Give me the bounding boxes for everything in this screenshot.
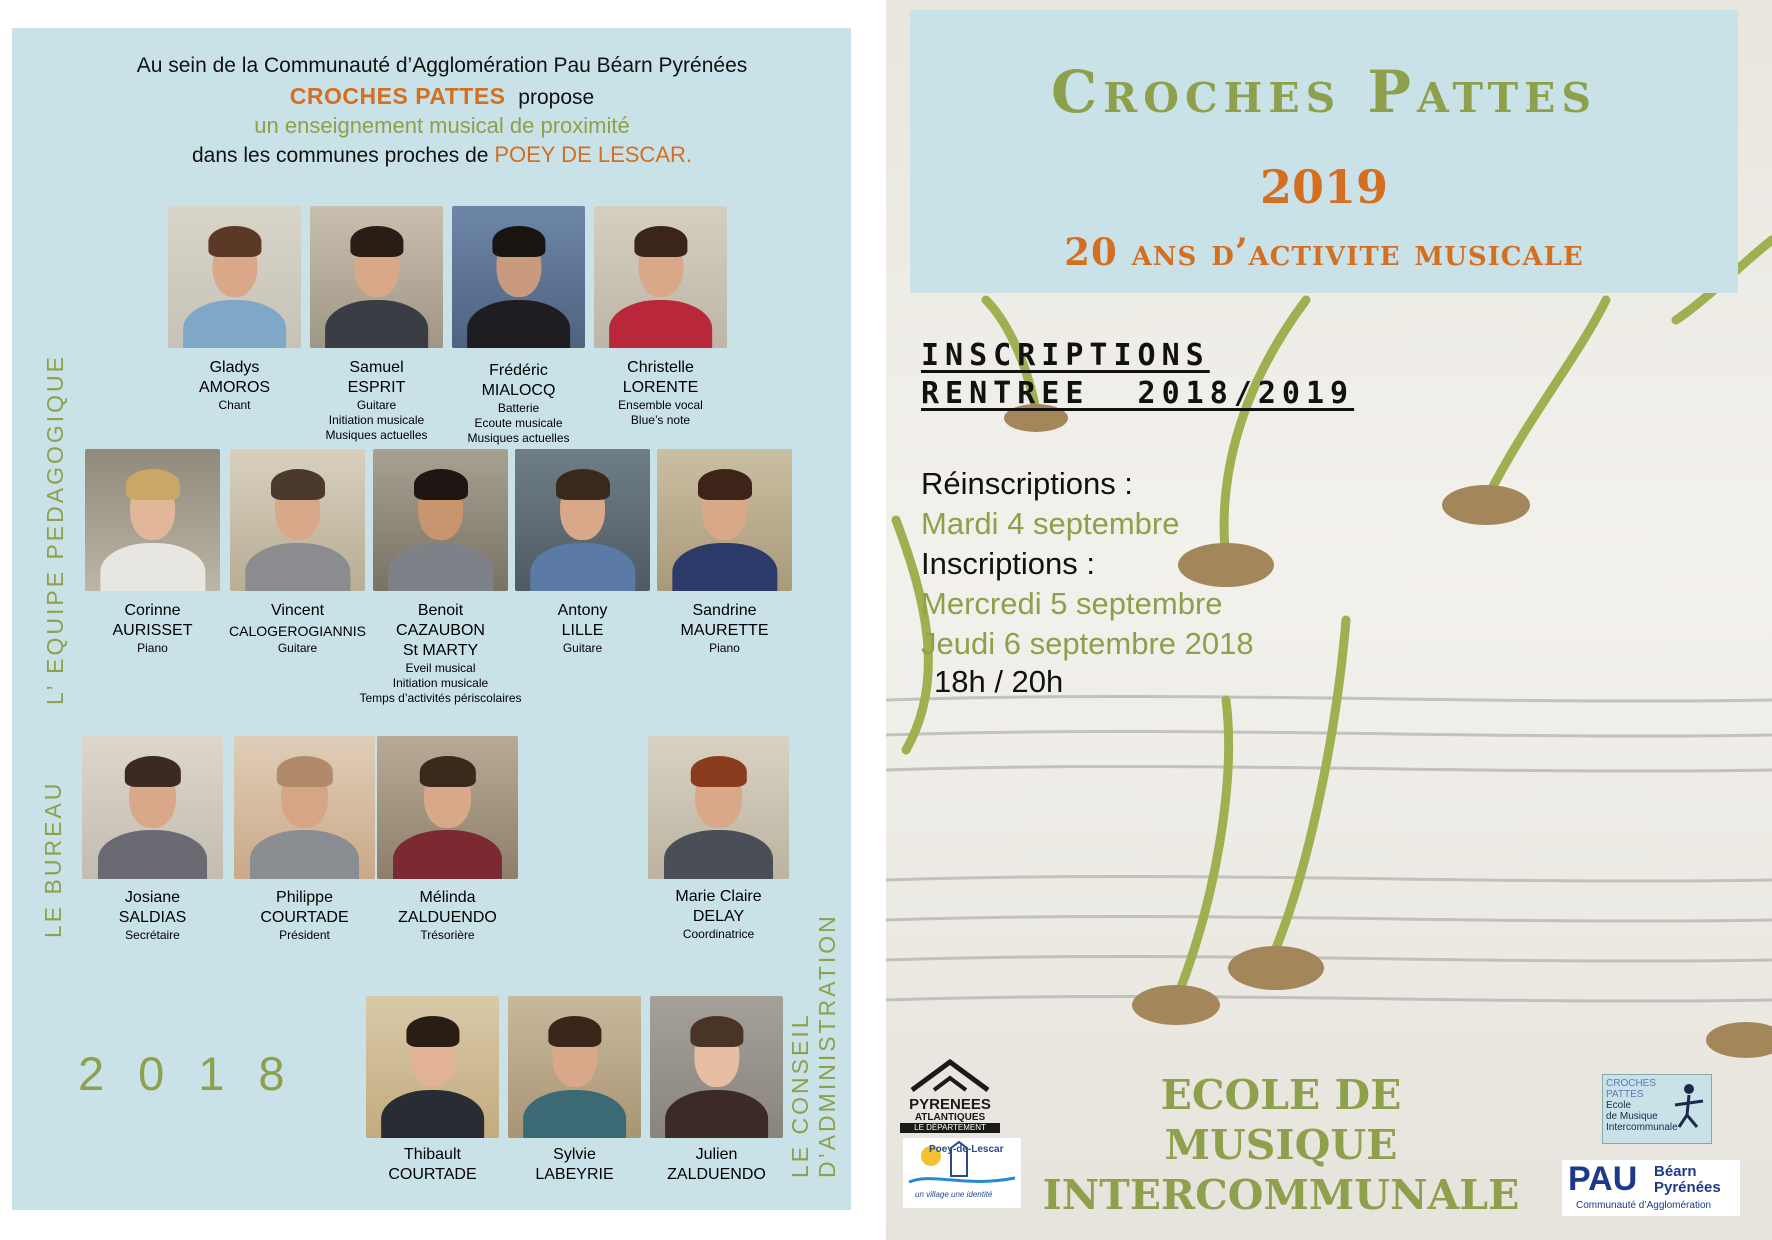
photo-thibault-courtade xyxy=(366,996,499,1138)
photo-gladys-amoros xyxy=(168,206,301,348)
person-christelle-lorente xyxy=(584,358,737,428)
title-croches-pattes: Croches Pattes xyxy=(1051,58,1597,126)
role: Président xyxy=(279,928,330,942)
school-line-2: INTERCOMMUNALE xyxy=(1042,1171,1520,1219)
photo-josiane-saldias xyxy=(82,736,223,879)
first-name: Julien xyxy=(695,1146,738,1163)
first-name: Thibault xyxy=(404,1146,461,1163)
person-gladys-amoros xyxy=(158,358,311,413)
role: Piano xyxy=(137,641,168,655)
guitarist-icon xyxy=(1667,1081,1707,1129)
pau-text: PAU xyxy=(1568,1160,1638,1198)
last-name: AMOROS xyxy=(198,379,271,396)
person-josiane-saldias xyxy=(72,888,233,943)
role: Temps d’activités périscolaires xyxy=(359,691,522,705)
sprout-stem xyxy=(1271,620,1346,960)
seed xyxy=(1178,543,1274,587)
person-melinda-zalduendo xyxy=(367,888,528,943)
inscriptions-label: Inscriptions : xyxy=(921,546,1096,581)
last-name: ESPRIT xyxy=(347,379,406,396)
intro-line-2 xyxy=(12,83,872,110)
role: Guitare xyxy=(562,641,603,655)
role: Initiation musicale xyxy=(392,676,489,690)
person-frederic-mialocq xyxy=(442,361,595,446)
first-name: Philippe xyxy=(276,889,333,906)
seed xyxy=(1706,1022,1772,1058)
seed xyxy=(1228,946,1324,990)
photo-philippe-courtade xyxy=(234,736,375,879)
person-sandrine-maurette xyxy=(647,601,802,656)
last-name-2: St MARTY xyxy=(402,642,479,659)
logo-pyrenees-atlantiques xyxy=(900,1058,1000,1134)
photo-melinda-zalduendo xyxy=(377,736,518,879)
staff-line xyxy=(886,916,1772,921)
photo-julien-zalduendo xyxy=(650,996,783,1138)
person-thibault-courtade xyxy=(356,1145,509,1185)
pau-subtitle: Communauté d’Agglomération xyxy=(1576,1200,1712,1211)
person-marie-claire-delay xyxy=(638,887,799,942)
title-subtitle: 20 ans d’activite musicale xyxy=(1064,230,1584,274)
first-name: Samuel xyxy=(349,359,404,376)
intro-brand: CROCHES PATTES xyxy=(289,83,506,109)
first-name: Christelle xyxy=(627,359,694,376)
role: Chant xyxy=(218,398,251,412)
staff-line xyxy=(886,996,1772,1001)
photo-marie-claire-delay xyxy=(648,736,789,879)
role: Piano xyxy=(709,641,740,655)
reinscriptions-date: Mardi 4 septembre xyxy=(921,506,1180,541)
role: Initiation musicale xyxy=(328,413,425,427)
first-name: Sylvie xyxy=(553,1146,596,1163)
inscriptions-heading: INSCRIPTIONS xyxy=(921,338,1210,373)
intro-place: POEY DE LESCAR. xyxy=(494,142,692,167)
role: Musiques actuelles xyxy=(325,428,428,442)
staff-line xyxy=(886,876,1772,881)
staff-line xyxy=(886,956,1772,961)
first-name: Antony xyxy=(557,602,608,619)
intro-line-1: Au sein de la Communauté d’Agglomération Pau Béarn Pyrénées xyxy=(136,54,748,77)
logo-croches-pattes xyxy=(1602,1074,1712,1144)
role: Guitare xyxy=(277,641,318,655)
role: Coordinatrice xyxy=(682,927,755,941)
last-name: LABEYRIE xyxy=(535,1166,614,1183)
photo-vincent-calogerogiannis xyxy=(230,449,365,591)
cp-line-4: de Musique xyxy=(1606,1111,1658,1122)
intro-propose: propose xyxy=(518,86,595,109)
last-name: SALDIAS xyxy=(118,909,187,926)
inscriptions-date-2: Jeudi 6 septembre 2018 xyxy=(921,626,1254,661)
cp-line-1: CROCHES xyxy=(1606,1078,1657,1089)
reinscriptions-label: Réinscriptions : xyxy=(921,466,1133,501)
person-philippe-courtade xyxy=(224,888,385,943)
person-samuel-esprit xyxy=(300,358,453,443)
role: Trésorière xyxy=(420,928,475,942)
last-name: COURTADE xyxy=(260,909,349,926)
last-name: CALOGEROGIANNIS xyxy=(229,623,366,639)
pau-right-2: Pyrénées xyxy=(1654,1179,1721,1196)
school-line-1: ECOLE DE MUSIQUE xyxy=(1160,1071,1402,1169)
first-name: Frédéric xyxy=(489,362,548,379)
role: Eveil musical xyxy=(405,661,476,675)
mountain-icon xyxy=(900,1058,1000,1092)
seed xyxy=(1442,485,1530,525)
intro-line-4-prefix: dans les communes proches de xyxy=(191,144,489,167)
person-antony-lille xyxy=(505,601,660,656)
first-name: Vincent xyxy=(270,602,325,619)
first-name: Gladys xyxy=(209,359,260,376)
photo-corinne-aurisset xyxy=(85,449,220,591)
pyr-line-3: LE DÉPARTEMENT xyxy=(900,1123,1000,1133)
school-name xyxy=(1041,1070,1521,1220)
sprout-stem xyxy=(1224,300,1306,560)
label-bureau: LE BUREAU xyxy=(40,780,66,938)
person-sylvie-labeyrie xyxy=(498,1145,651,1185)
logo-pau-bearn-pyrenees xyxy=(1562,1160,1740,1216)
last-name: LORENTE xyxy=(622,379,699,396)
logo-poey-de-lescar xyxy=(903,1138,1021,1208)
person-julien-zalduendo xyxy=(640,1145,793,1185)
intro-line-3: un enseignement musical de proximité xyxy=(254,113,630,138)
person-corinne-aurisset xyxy=(75,601,230,656)
last-name: CAZAUBON xyxy=(396,622,485,639)
label-conseil-1: LE CONSEIL xyxy=(787,1012,813,1178)
last-name: LILLE xyxy=(561,622,604,639)
cp-line-3: Ecole xyxy=(1606,1100,1632,1111)
last-name: ZALDUENDO xyxy=(667,1166,766,1183)
pyr-line-2: ATLANTIQUES xyxy=(914,1112,986,1123)
right-page xyxy=(886,0,1772,1240)
role: Ecoute musicale xyxy=(474,416,563,430)
sprout-stem xyxy=(1486,300,1606,500)
role: Blue’s note xyxy=(630,413,691,427)
left-page xyxy=(12,28,851,1210)
first-name: Marie Claire xyxy=(675,888,762,905)
intro-line-4 xyxy=(12,142,872,168)
year-2018: 2018 xyxy=(78,1047,319,1100)
photo-antony-lille xyxy=(515,449,650,591)
first-name: Corinne xyxy=(124,602,181,619)
poey-motto: un village une identité xyxy=(915,1190,993,1199)
pau-right-1: Béarn xyxy=(1654,1163,1697,1180)
role: Musiques actuelles xyxy=(467,431,570,445)
first-name: Josiane xyxy=(124,889,181,906)
last-name: MAURETTE xyxy=(680,622,769,639)
last-name: COURTADE xyxy=(388,1166,477,1183)
photo-sandrine-maurette xyxy=(657,449,792,591)
rentree-heading: RENTREE 2018/2019 xyxy=(921,376,1355,411)
last-name: DELAY xyxy=(692,908,745,925)
first-name: Sandrine xyxy=(692,602,757,619)
seed xyxy=(1132,985,1220,1025)
photo-frederic-mialocq xyxy=(452,206,585,348)
last-name: MIALOCQ xyxy=(481,382,556,399)
poey-name: Poey-de-Lescar xyxy=(929,1144,1004,1155)
role: Ensemble vocal xyxy=(618,398,703,412)
label-conseil-2: D’ADMINISTRATION xyxy=(814,913,840,1178)
hours: 18h / 20h xyxy=(934,664,1064,699)
sprout-stem xyxy=(1176,700,1229,1000)
first-name: Benoit xyxy=(417,602,464,619)
label-equipe-pedagogique: L’ EQUIPE PEDAGOGIQUE xyxy=(42,353,68,705)
title-year: 2019 xyxy=(1259,160,1389,214)
role: Guitare xyxy=(356,398,397,412)
photo-sylvie-labeyrie xyxy=(508,996,641,1138)
cp-line-2: PATTES xyxy=(1606,1089,1644,1100)
photo-benoit-cazaubon xyxy=(373,449,508,591)
role: Secrétaire xyxy=(125,928,180,942)
photo-samuel-esprit xyxy=(310,206,443,348)
inscriptions-date-1: Mercredi 5 septembre xyxy=(921,586,1223,621)
last-name: AURISSET xyxy=(112,622,193,639)
first-name: Mélinda xyxy=(419,889,476,906)
cp-line-5: Intercommunale xyxy=(1606,1122,1678,1133)
pyr-line-1: PYRENEES xyxy=(909,1096,991,1113)
photo-christelle-lorente xyxy=(594,206,727,348)
last-name: ZALDUENDO xyxy=(398,909,497,926)
role: Batterie xyxy=(497,401,540,415)
title-box xyxy=(910,10,1738,293)
